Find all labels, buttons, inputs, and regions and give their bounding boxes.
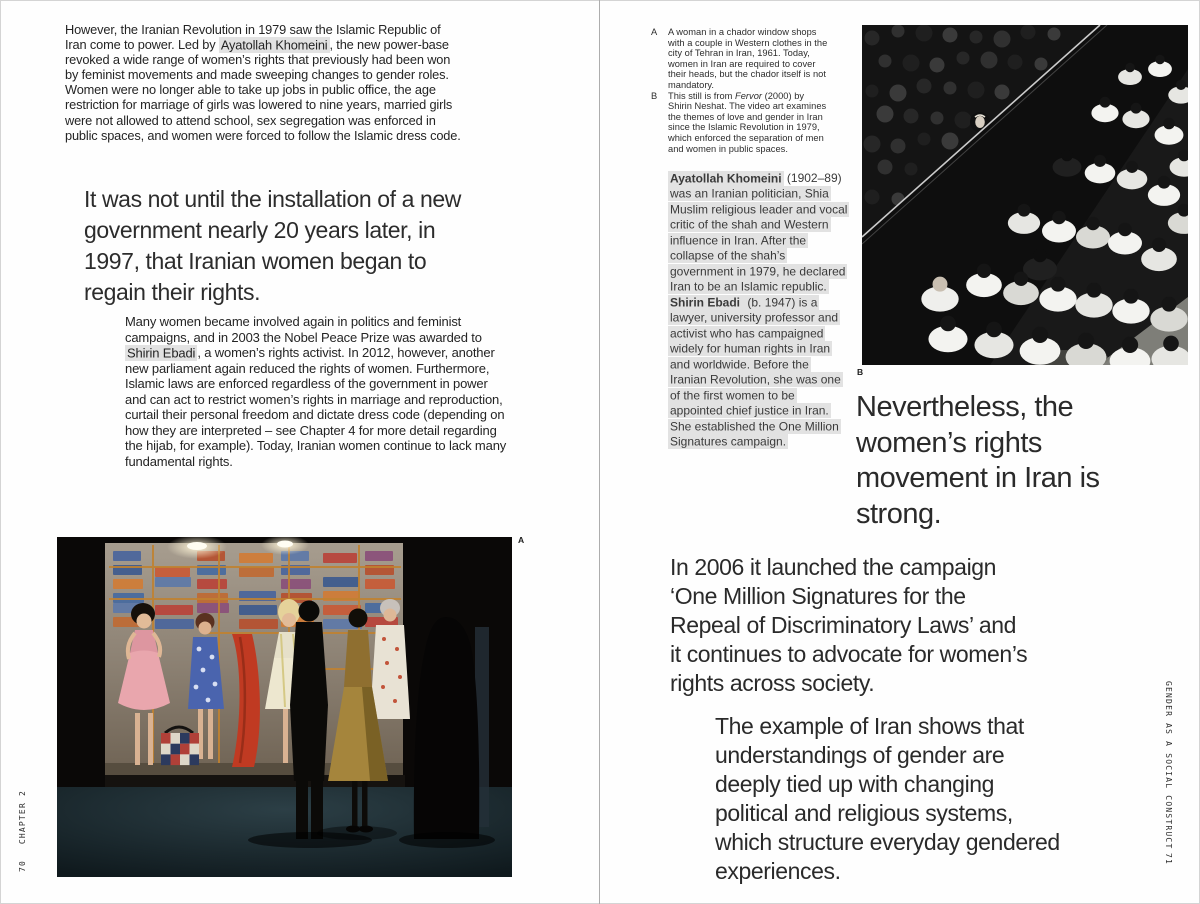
caption-marker-a: A xyxy=(651,27,658,37)
glossary-entry-khomeini: Ayatollah Khomeini (1902–89) was an Iranian politician, Shia Muslim religious leader and vocal critic of the shah and Western influence in Iran. After the collapse of the shah’s government in 1979, he declared Iran to be an Islamic republic. xyxy=(670,171,848,294)
photo-label-b: B xyxy=(857,367,864,377)
glossary-entry-ebadi: Shirin Ebadi (b. 1947) is a lawyer, university professor and activist who has campaigned widely for human rights in Iran and worldwide. Before the Iranian Revolution, she was one of the first women to be appointed chief justice in Iran. She established the One Million Signatures campaign. xyxy=(670,295,841,449)
page-number-right: 71 xyxy=(1164,853,1173,866)
page-gutter-line xyxy=(599,0,600,904)
page-number-left: 70 xyxy=(18,860,27,873)
caption-list xyxy=(651,27,829,154)
glossary-list xyxy=(668,171,848,450)
photo-shop-window-tehran xyxy=(57,537,512,877)
caption-marker-b: B xyxy=(651,90,658,101)
photo-label-a: A xyxy=(518,535,525,545)
margin-section-label: GENDER AS A SOCIAL CONSTRUCT xyxy=(1164,681,1173,850)
intro-paragraph: However, the Iranian Revolution in 1979 saw the Islamic Republic of Iran come to power. Led by Ayatollah Khomeini , the new power-base revoked a wide range of women’s rights that previously had been won by feminist movements and made sweeping changes to gender roles. Women were no longer able to take up jobs in public office, the age restriction for marriage of girls was lowered to nine years, married girls were not allowed to attend school, sex segregation was enforced in public spaces, and women were forced to follow the Islamic dress code. xyxy=(65,22,461,143)
caption-item-a xyxy=(651,27,829,91)
margin-chapter-label: CHAPTER 2 xyxy=(18,790,27,845)
pullquote-right: Nevertheless, the women’s rights movement in Iran is strong. xyxy=(856,391,1100,530)
caption-text-b: This still is from Fervor (2000) by Shirin Neshat. The video art examines the themes of love and gender in Iran since the Islamic Revolution in 1979, which enforced the separation of men and women in public spaces. xyxy=(668,90,827,154)
shop-window-illustration xyxy=(57,537,512,877)
caption-item-b xyxy=(651,91,829,155)
fervor-crowd-illustration xyxy=(862,25,1188,365)
detail-paragraph: Many women became involved again in politics and feminist campaigns, and in 2003 the Nobel Peace Prize was awarded to Shirin Ebadi , a women’s rights activist. In 2012, however, another new parliament again reduced the rights of women. Furthermore, Islamic laws are enforced regardless of the government in power and can act to restrict women’s rights in marriage and reproduction, curtail their personal freedom and dictate dress code (depending on how they are interpreted – see Chapter 4 for more detail regarding the hijab, for example). Today, Iranian women continue to lack many fundamental rights. xyxy=(125,314,507,469)
example-paragraph: The example of Iran shows that understandings of gender are deeply tied up with changing political and religious systems, which structure everyday gendered experiences. xyxy=(715,713,1060,884)
pullquote-left: It was not until the installation of a new government nearly 20 years later, in 1997, that Iranian women began to regain their rights. xyxy=(84,186,461,305)
photo-fervor-still xyxy=(862,25,1188,365)
caption-text-a: A woman in a chador window shops with a couple in Western clothes in the city of Tehran in Iran, 1961. Today, women in Iran are required to cover their heads, but the chador itself is not mandatory. xyxy=(668,27,828,90)
campaign-paragraph: In 2006 it launched the campaign ‘One Million Signatures for the Repeal of Discriminatory Laws’ and it continues to advocate for women’s rights across society. xyxy=(670,554,1028,696)
